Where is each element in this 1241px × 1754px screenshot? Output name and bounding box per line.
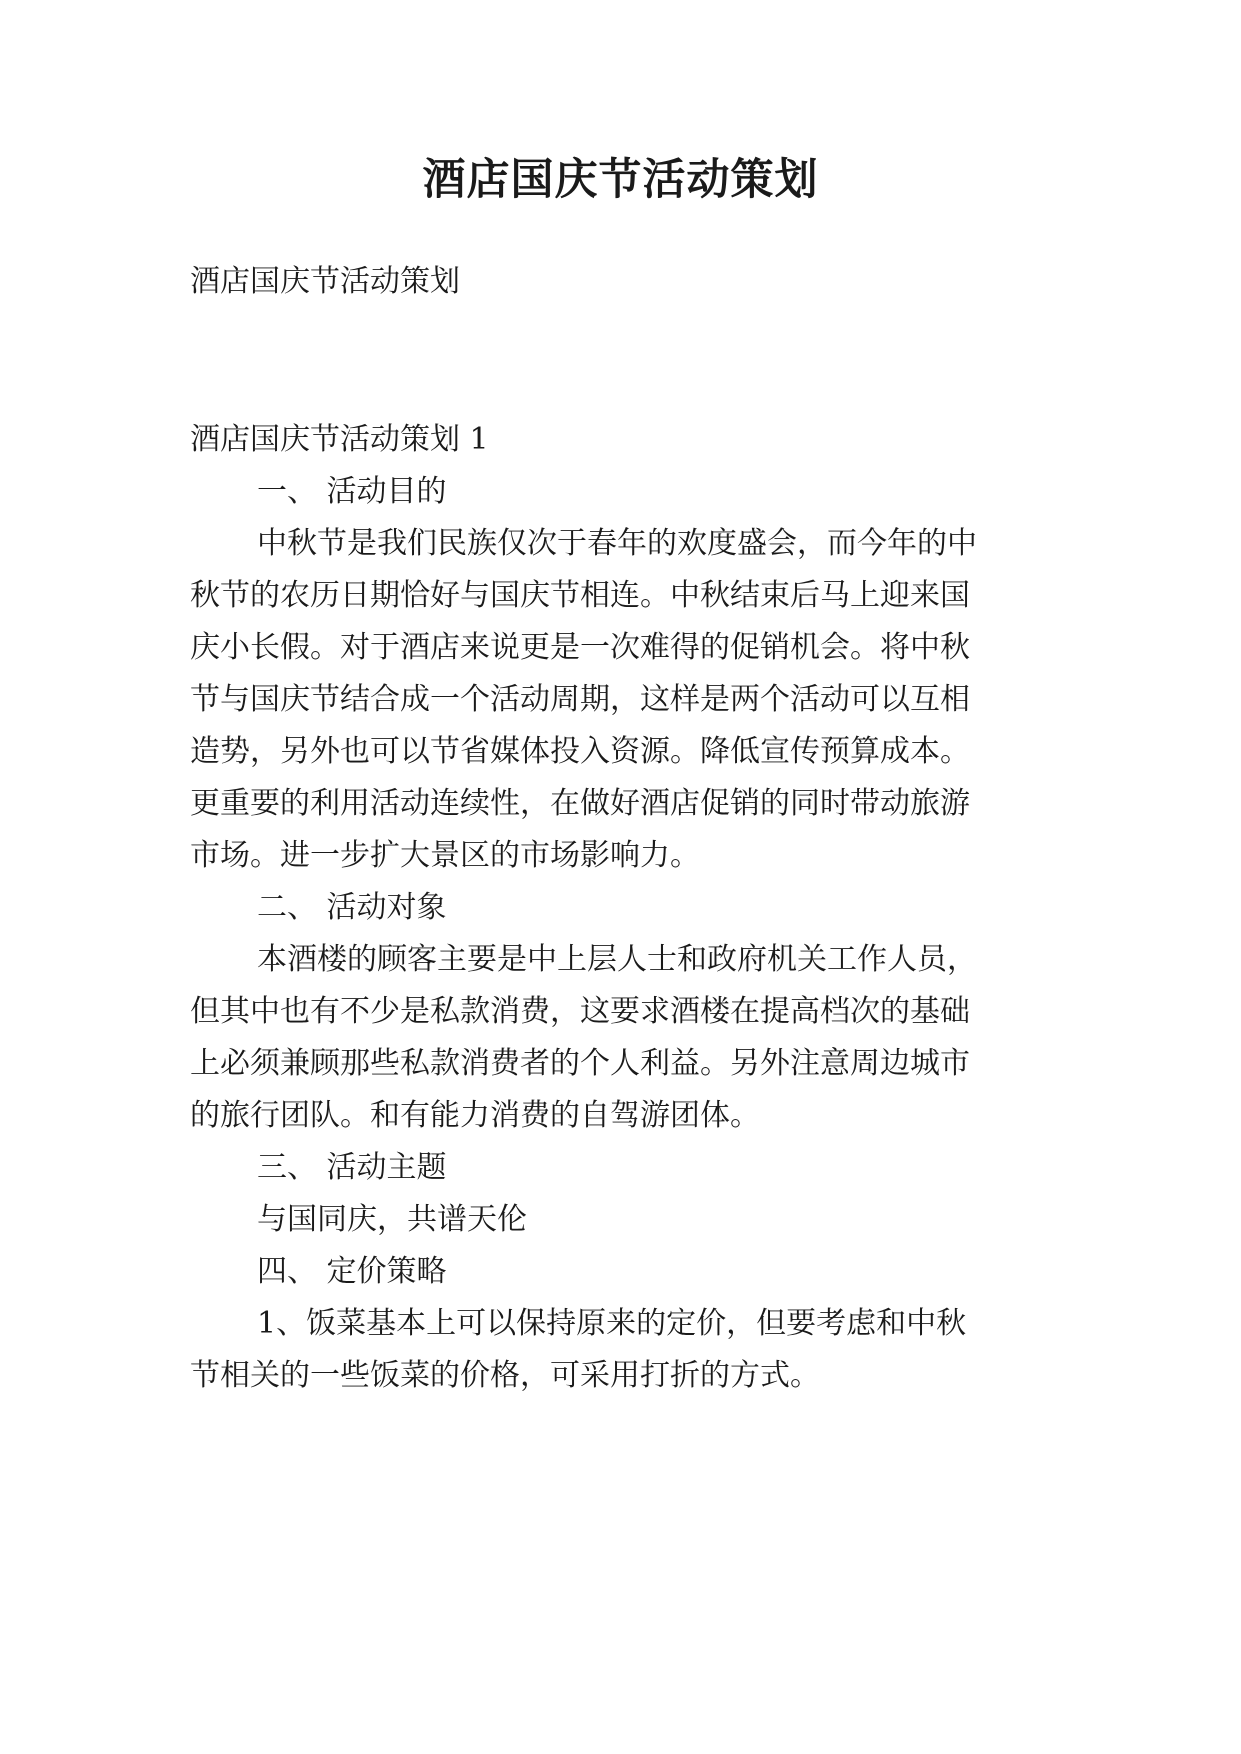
heading-pricing-strategy: 四、 定价策略 — [257, 1254, 447, 1289]
paragraph-line: 上必须兼顾那些私款消费者的个人利益。另外注意周边城市 — [190, 1046, 970, 1081]
activity-theme-text: 与国同庆，共谱天伦 — [257, 1202, 527, 1237]
paragraph-line: 节相关的一些饭菜的价格，可采用打折的方式。 — [190, 1358, 820, 1393]
paragraph-line: 1、饭菜基本上可以保持原来的定价，但要考虑和中秋 — [257, 1306, 967, 1341]
document-subtitle: 酒店国庆节活动策划 — [190, 264, 460, 299]
paragraph-line: 的旅行团队。和有能力消费的自驾游团体。 — [190, 1098, 760, 1133]
paragraph-line: 更重要的利用活动连续性，在做好酒店促销的同时带动旅游 — [190, 786, 970, 821]
paragraph-line: 市场。进一步扩大景区的市场影响力。 — [190, 838, 700, 873]
heading-activity-purpose: 一、 活动目的 — [257, 474, 447, 509]
paragraph-line: 造势，另外也可以节省媒体投入资源。降低宣传预算成本。 — [190, 734, 970, 769]
heading-activity-target: 二、 活动对象 — [257, 890, 447, 925]
paragraph-line: 节与国庆节结合成一个活动周期，这样是两个活动可以互相 — [190, 682, 970, 717]
heading-activity-theme: 三、 活动主题 — [257, 1150, 447, 1185]
document-title: 酒店国庆节活动策划 — [422, 155, 819, 205]
section-title: 酒店国庆节活动策划 1 — [190, 422, 489, 457]
paragraph-line: 秋节的农历日期恰好与国庆节相连。中秋结束后马上迎来国 — [190, 578, 970, 613]
paragraph-line: 中秋节是我们民族仅次于春年的欢度盛会，而今年的中 — [257, 526, 977, 561]
paragraph-line: 庆小长假。对于酒店来说更是一次难得的促销机会。将中秋 — [190, 630, 970, 665]
paragraph-line: 本酒楼的顾客主要是中上层人士和政府机关工作人员， — [257, 942, 977, 977]
paragraph-line: 但其中也有不少是私款消费，这要求酒楼在提高档次的基础 — [190, 994, 970, 1029]
